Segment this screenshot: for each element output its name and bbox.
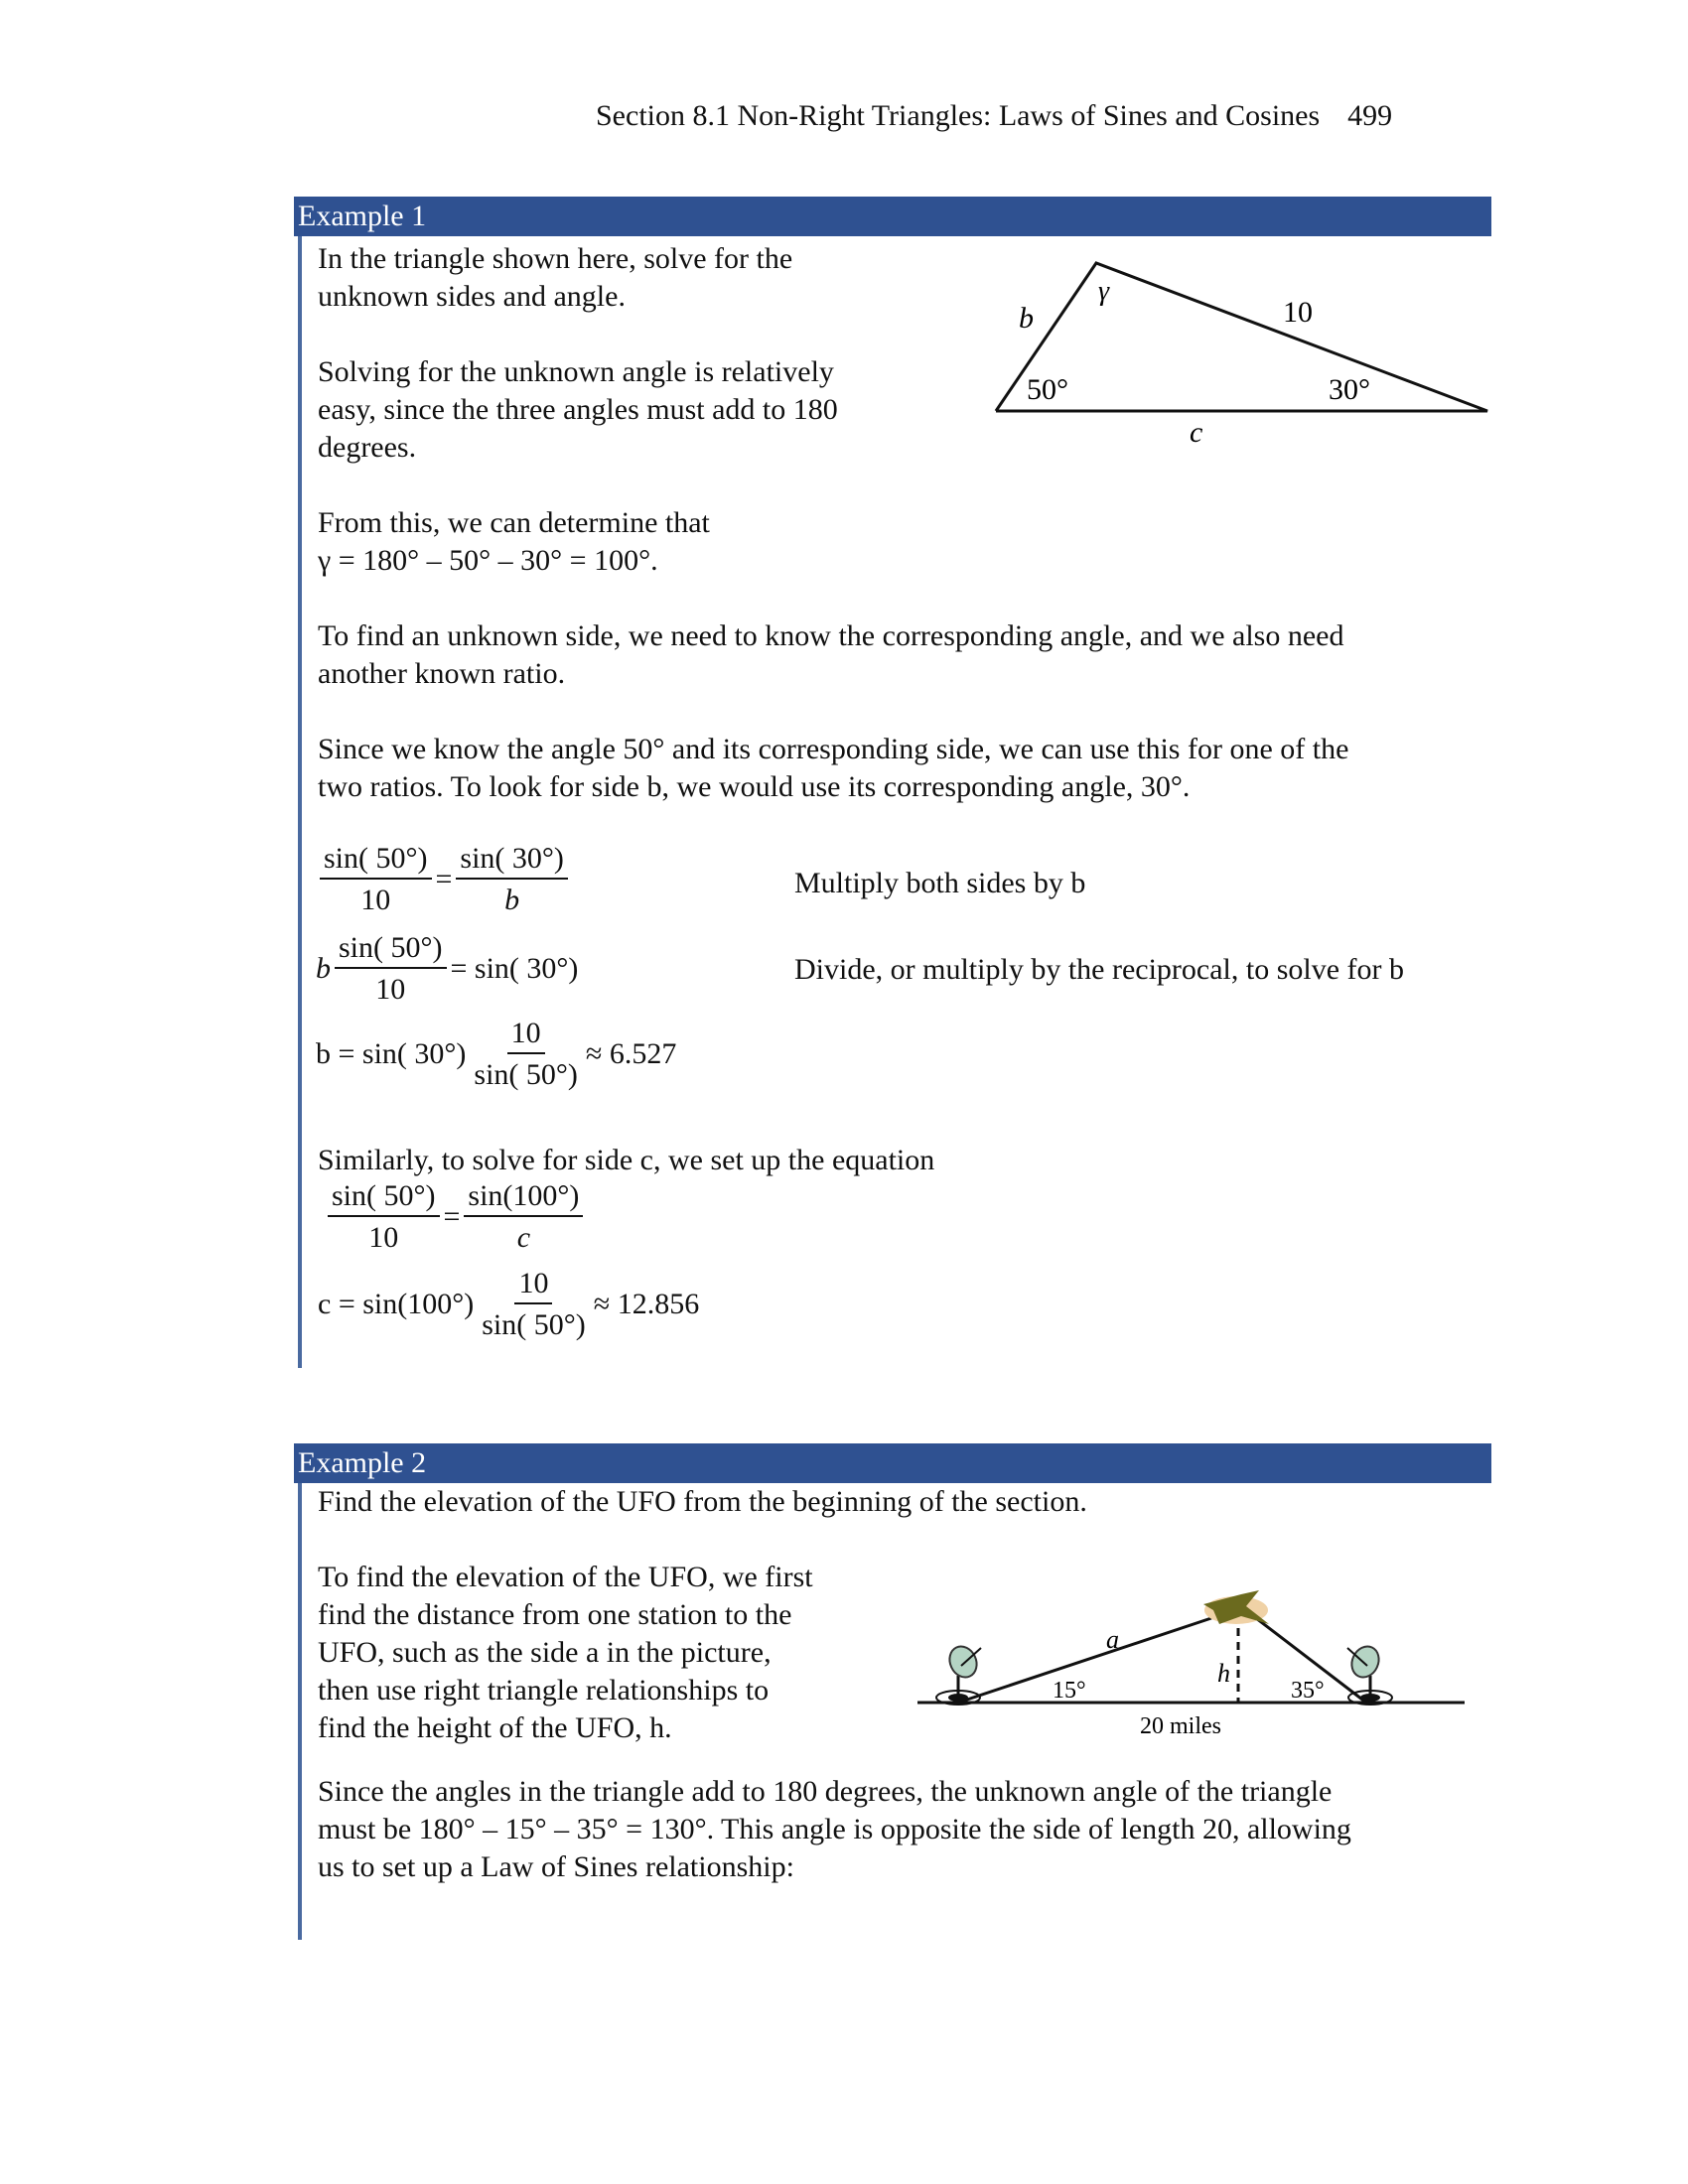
text-line: must be 180° – 15° – 35° = 130°. This angle is opposite the side of length 20, allowing [318, 1813, 1351, 1845]
label-a: a [1106, 1625, 1119, 1654]
result: ≈ 6.527 [585, 1037, 677, 1070]
page-number: 499 [1347, 99, 1393, 132]
text-line: two ratios. To look for side b, we would use its corresponding angle, 30°. [318, 770, 1191, 803]
text-line: find the distance from one station to the [318, 1598, 792, 1631]
text-line: easy, since the three angles must add to 180 [318, 393, 838, 426]
fraction [320, 844, 432, 915]
rhs: = sin( 30°) [450, 952, 579, 985]
equation-4 [324, 1181, 587, 1253]
example-1-from-this [318, 504, 710, 580]
result: ≈ 12.856 [593, 1288, 700, 1320]
example-1-solving [318, 353, 838, 467]
fraction [478, 1269, 590, 1340]
variable-b: b [316, 952, 331, 985]
denominator: 10 [368, 1221, 399, 1254]
equals-sign: = [443, 1200, 461, 1233]
text-line: find the height of the UFO, h. [318, 1711, 672, 1744]
denominator: 10 [375, 973, 406, 1006]
equation-5 [318, 1269, 699, 1340]
section-title: Section 8.1 Non-Right Triangles: Laws of Sines and Cosines [596, 99, 1321, 132]
text-line: From this, we can determine that [318, 506, 710, 539]
label-10: 10 [1283, 296, 1313, 329]
satellite-dish-icon-left [936, 1642, 982, 1705]
denominator: sin( 50°) [482, 1308, 586, 1341]
triangle-diagram [983, 238, 1499, 457]
lhs: c = sin(100°) [318, 1288, 475, 1320]
numerator: sin( 50°) [320, 844, 432, 880]
text-line: degrees. [318, 431, 417, 464]
text-line: γ = 180° – 50° – 30° = 100°. [318, 544, 658, 577]
label-b: b [1019, 302, 1034, 335]
text-line: then use right triangle relationships to [318, 1674, 770, 1706]
text-line: unknown sides and angle. [318, 280, 626, 313]
text-line: To find the elevation of the UFO, we first [318, 1561, 813, 1593]
numerator: sin( 50°) [328, 1181, 440, 1217]
text-line: us to set up a Law of Sines relationship: [318, 1850, 794, 1883]
fraction [470, 1019, 582, 1090]
equation-2-note: Divide, or multiply by the reciprocal, to solve for b [794, 953, 1405, 986]
fraction [464, 1181, 583, 1253]
equation-3 [316, 1019, 676, 1090]
label-gamma: γ [1098, 276, 1110, 307]
example-1-unknown-side [318, 617, 1343, 693]
example-1-since-known [318, 731, 1348, 806]
example-1-header: Example 1 [294, 197, 1491, 236]
angle-35: 35° [1291, 1678, 1325, 1704]
denominator: sin( 50°) [474, 1058, 578, 1091]
equation-1-note: Multiply both sides by b [794, 867, 1086, 899]
numerator: 10 [507, 1019, 545, 1054]
denominator: c [516, 1221, 531, 1254]
angle-15: 15° [1053, 1678, 1086, 1704]
example-2-header: Example 2 [294, 1443, 1491, 1483]
numerator: sin(100°) [464, 1181, 583, 1217]
ufo-icon [1203, 1590, 1269, 1624]
text-line: Since the angles in the triangle add to 180 degrees, the unknown angle of the triangle [318, 1775, 1333, 1808]
text-line: Solving for the unknown angle is relatively [318, 355, 834, 388]
text-line: In the triangle shown here, solve for the [318, 242, 793, 275]
example-2-approach [318, 1559, 813, 1747]
base-label: 20 miles [1140, 1713, 1221, 1739]
example-1-rule [298, 236, 302, 1368]
text-line: Since we know the angle 50° and its corresponding side, we can use this for one of the [318, 733, 1349, 765]
fraction [335, 933, 447, 1005]
example-2-question: Find the elevation of the UFO from the beginning of the section. [318, 1485, 1087, 1518]
numerator: sin( 50°) [335, 933, 447, 969]
equation-2 [316, 933, 578, 1005]
text-line: another known ratio. [318, 657, 566, 690]
equation-1 [316, 844, 572, 915]
text-line: UFO, such as the side a in the picture, [318, 1636, 772, 1669]
satellite-dish-icon-right [1346, 1642, 1392, 1705]
numerator: sin( 30°) [456, 844, 568, 880]
ufo-diagram [904, 1559, 1470, 1757]
numerator: 10 [514, 1269, 552, 1304]
angle-30: 30° [1329, 373, 1370, 406]
page-header [596, 99, 1489, 133]
example-1-intro [318, 240, 792, 316]
label-h: h [1217, 1659, 1230, 1688]
example-2-conclusion [318, 1773, 1351, 1886]
text-line: To find an unknown side, we need to know the corresponding angle, and we also need [318, 619, 1344, 652]
example-2-rule [298, 1483, 302, 1940]
lhs: b = sin( 30°) [316, 1037, 467, 1070]
fraction [328, 1181, 440, 1253]
denominator: b [504, 884, 520, 916]
denominator: 10 [360, 884, 391, 916]
fraction [456, 844, 568, 915]
example-1-similarly: Similarly, to solve for side c, we set up the equation [318, 1144, 935, 1176]
angle-50: 50° [1027, 373, 1068, 406]
label-c: c [1190, 416, 1203, 449]
equals-sign: = [435, 863, 453, 895]
